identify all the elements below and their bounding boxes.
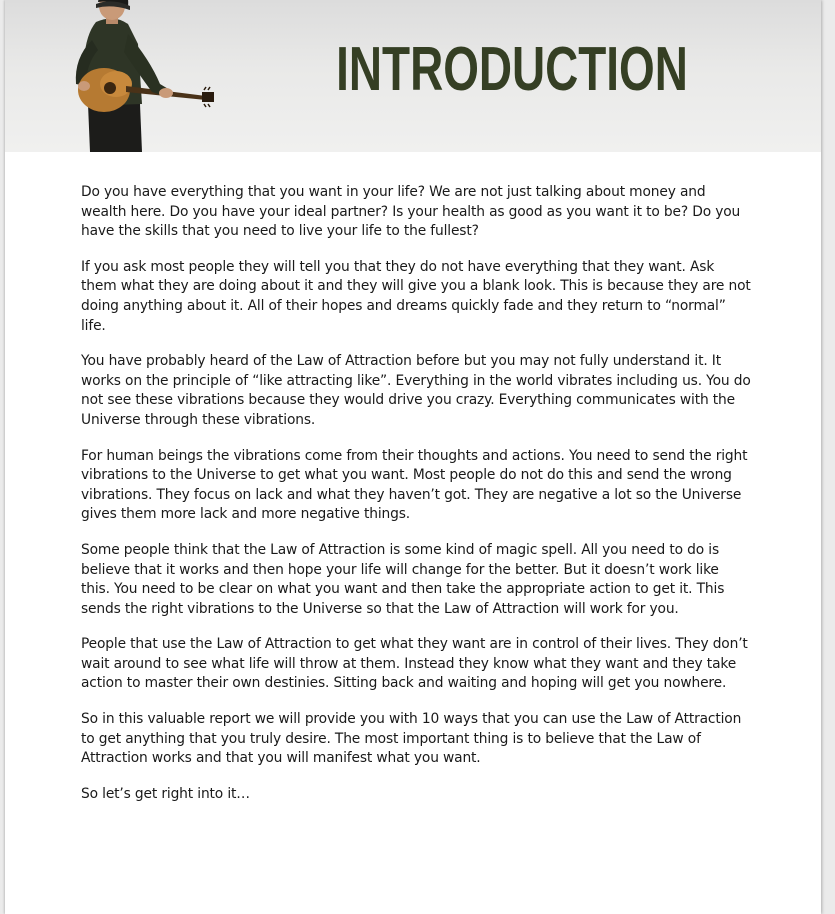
introduction-body — [81, 183, 751, 820]
paragraph: So in this valuable report we will provide you with 10 ways that you can use the Law of Attraction to get anything that you truly desire. The most important thing is to believe that the Law of Attraction works and that you will manifest what you want. — [81, 711, 742, 767]
paragraph: Some people think that the Law of Attraction is some kind of magic spell. All you need to do is believe that it works and then hope your life will change for the better. But it doesn’t work like this. You need to be clear on what you want and then take the appropriate action to get it. This sends the right vibrations to the Universe so that the Law of Attraction will work for you. — [81, 541, 725, 617]
paragraph: Do you have everything that you want in your life? We are not just talking about money and wealth here. Do you have your ideal partner? Is your health as good as you want it to be? Do you have the skills that you need to live your life to the fullest? — [81, 184, 741, 240]
paragraph: People that use the Law of Attraction to get what they want are in control of their lives. They don’t wait around to see what life will throw at them. Instead they know what they want and they take action to master their own destinies. Sitting back and waiting and hoping will get you nowhere. — [81, 636, 748, 692]
header-banner — [5, 0, 821, 152]
guitar-player-illustration — [30, 0, 220, 152]
paragraph: If you ask most people they will tell you that they do not have everything that they want. Ask them what they are doing about it and they will give you a blank look. This is because they are not doing anything about it. All of their hopes and dreams quickly fade and they return to “normal” life. — [81, 258, 751, 334]
paragraph: You have probably heard of the Law of Attraction before but you may not fully understand it. It works on the principle of “like attracting like”. Everything in the world vibrates including us. You do not see these vibrations because they would drive you crazy. Everything communicates with the Universe through these vibrations. — [81, 353, 751, 428]
paragraph: So let’s get right into it… — [81, 785, 250, 802]
paragraph: For human beings the vibrations come from their thoughts and actions. You need to send the right vibrations to the Universe to get what you want. Most people do not do this and send the wrong vibrations. They focus on lack and what they haven’t got. They are negative a lot so the Universe gives them more lack and more negative things. — [81, 447, 748, 523]
document-page — [5, 0, 821, 914]
page-title: INTRODUCTION — [336, 35, 688, 104]
